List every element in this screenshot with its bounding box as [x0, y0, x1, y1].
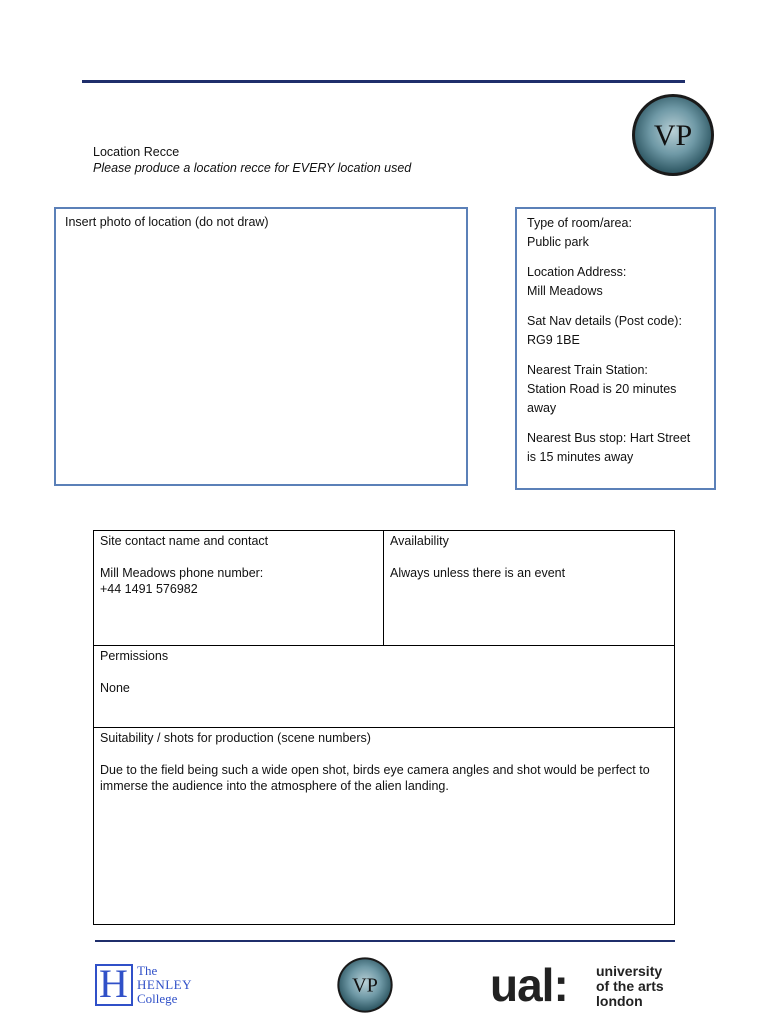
site-contact-body	[100, 565, 377, 597]
site-contact-line1: Mill Meadows phone number:	[100, 566, 264, 580]
room-type-label: Type of room/area:	[527, 216, 632, 230]
top-divider	[82, 80, 685, 83]
photo-placeholder-label: Insert photo of location (do not draw)	[65, 215, 269, 229]
site-contact-heading: Site contact name and contact	[100, 534, 269, 548]
photo-placeholder[interactable]	[54, 207, 468, 486]
page-title: Location Recce	[93, 145, 180, 159]
train-station	[527, 361, 704, 418]
location-address	[527, 263, 704, 301]
henley-line2: HENLEY	[137, 977, 192, 992]
suitability-heading: Suitability / shots for production (scene numbers)	[100, 731, 371, 745]
henley-logo-glyph: H	[99, 961, 128, 1006]
location-info-panel	[515, 207, 716, 490]
room-type	[527, 214, 704, 252]
permissions-cell[interactable]	[94, 646, 674, 728]
satnav-details	[527, 312, 704, 350]
henley-line3: College	[137, 991, 178, 1006]
bus-stop-value: is 15 minutes away	[527, 450, 634, 464]
site-contact-cell[interactable]	[94, 531, 384, 646]
permissions-value: None	[100, 681, 130, 695]
site-contact-phone: +44 1491 576982	[100, 582, 198, 596]
ual-line3: london	[596, 993, 643, 1009]
availability-heading: Availability	[390, 534, 449, 548]
train-station-label: Nearest Train Station:	[527, 363, 648, 377]
vp-logo-footer	[336, 956, 394, 1014]
location-address-label: Location Address:	[527, 265, 627, 279]
henley-logo-text	[137, 964, 192, 1006]
suitability-cell[interactable]	[94, 728, 674, 924]
bus-stop	[527, 429, 704, 467]
availability-value: Always unless there is an event	[390, 566, 566, 580]
page-subtitle: Please produce a location recce for EVERY location used	[93, 161, 412, 175]
room-type-value: Public park	[527, 235, 589, 249]
vp-logo-footer-text: VP	[352, 974, 378, 997]
ual-line1: university	[596, 963, 663, 979]
vp-logo-text: VP	[653, 119, 693, 152]
permissions-heading: Permissions	[100, 649, 169, 663]
satnav-value: RG9 1BE	[527, 333, 580, 347]
ual-words	[596, 964, 664, 1009]
henley-college-logo	[95, 961, 205, 1008]
henley-line1: The	[137, 963, 158, 978]
ual-mark: ual:	[490, 959, 568, 1011]
availability-cell[interactable]	[384, 531, 674, 646]
satnav-label: Sat Nav details (Post code):	[527, 314, 682, 328]
bus-stop-label: Nearest Bus stop: Hart Street	[527, 431, 691, 445]
train-station-value: Station Road is 20 minutes away	[527, 382, 677, 415]
ual-logo	[490, 959, 680, 1012]
location-address-value: Mill Meadows	[527, 284, 603, 298]
suitability-value: Due to the field being such a wide open shot, birds eye camera angles and shot would be perfect to immerse the audience into the atmosphere of the alien landing.	[100, 763, 650, 793]
vp-logo	[630, 92, 716, 178]
bottom-divider	[95, 940, 675, 942]
ual-line2: of the arts	[596, 978, 664, 994]
recce-table	[93, 530, 675, 925]
